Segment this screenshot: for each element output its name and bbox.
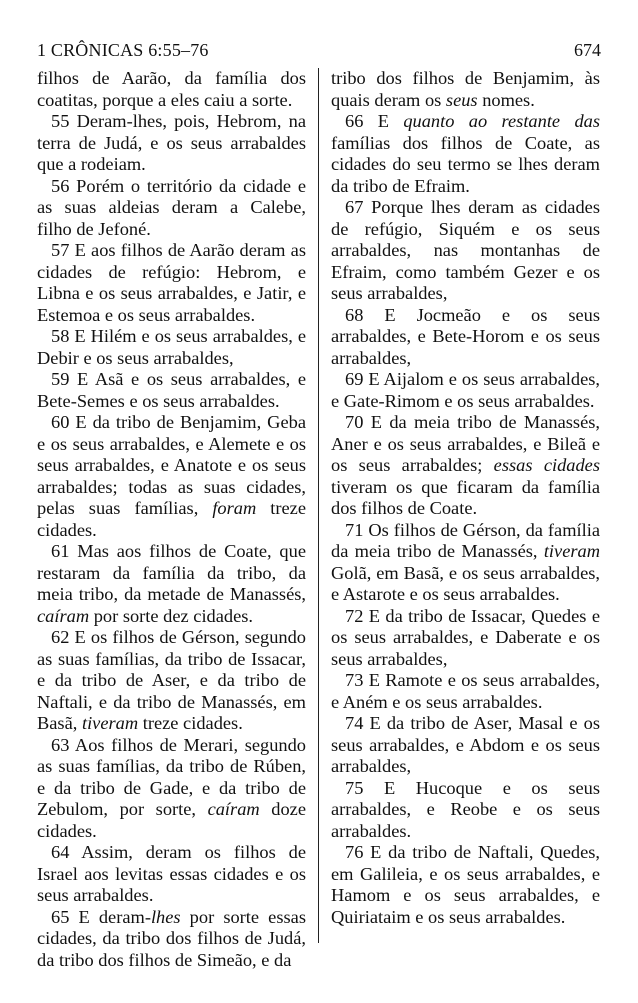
verse-text: 66 E [345,111,404,131]
verse-55 [37,111,306,176]
verse-text: 73 E Ramote e os seus arrabaldes, e Aném e os seus arrabaldes. [331,670,600,712]
verse-text: 72 E da tribo de Issacar, Quedes e os seus arrabaldes, e Daberate e os seus arrabaldes, [331,605,600,669]
verse-62 [37,627,306,735]
verse-text: 64 Assim, deram os filhos de Israel aos levitas essas cidades e os seus arrabaldes. [37,842,306,905]
verse-text: por sorte essas cidades, da tribo dos filhos de Judá, da tribo dos filhos de Simeão, e da [37,906,306,970]
verse-56 [37,176,306,241]
continued-paragraph [37,68,306,111]
italic-text: quanto ao restante das [403,111,600,131]
verse-text: treze cidades. [37,498,306,540]
verse-text: 69 E Aijalom e os seus arrabaldes, e Gate-Rimom e os seus arrabaldes. [331,369,600,411]
verse-64 [37,842,306,907]
verse-70 [331,412,600,520]
verse-text: filhos de Aarão, da família dos coatitas, porque a eles caiu a sorte. [37,68,306,110]
verse-text: 63 Aos filhos de Merari, segundo as suas famílias, da tribo de Rúben, e da tribo de Gade, e da tribo de Zebulom, por sorte, [37,734,306,819]
left-text-column [37,68,306,971]
chapter-range-title: 1 CRÔNICAS 6:55–76 [37,39,209,60]
verse-text: 65 E deram- [51,906,151,927]
verse-text: 57 E aos filhos de Aarão deram as cidades de refúgio: Hebrom, e Libna e os seus arrabaldes, e Jatir, e Estemoa e os seus arrabaldes. [37,240,306,325]
verse-61 [37,541,306,627]
verse-72 [331,606,600,671]
italic-text: tiveram [81,713,139,733]
verse-60 [37,412,306,541]
verse-text: 60 E da tribo de Benjamim, Geba e os seus arrabaldes, e Alemete e os seus arrabaldes, e Anatote e os seus arrabaldes; todas as suas cidades, pelas suas famílias, [37,412,306,518]
verse-text: 71 Os filhos de Gérson, da família da meia tribo de Manassés, [331,519,600,561]
verse-text: 58 E Hilém e os seus arrabaldes, e Debir e os seus arrabaldes, [37,326,306,368]
verse-text: doze cidades. [37,799,306,841]
verse-71 [331,520,600,606]
verse-text: 75 E Hucoque e os seus arrabaldes, e Reobe e os seus arrabaldes. [331,777,600,841]
verse-text: 61 Mas aos filhos de Coate, que restaram da família da tribo, da meia tribo, da metade de Manassés, [37,541,306,604]
italic-text: essas cidades [493,455,601,475]
italic-text: tiveram [543,541,600,561]
verse-text: treze cidades. [138,713,243,733]
verse-59 [37,369,306,412]
italic-text: lhes [150,906,181,927]
verse-text: 74 E da tribo de Aser, Masal e os seus arrabaldes, e Abdom e os seus arrabaldes, [331,713,600,776]
verse-text: famílias dos filhos de Coate, as cidades do seu termo se lhes deram da tribo de Efraim. [331,132,600,196]
verse-text: 67 Porque lhes deram as cidades de refúgio, Siquém e os seus arrabaldes, nas montanhas de Efraim, como também Gezer e os seus arrabaldes, [331,197,600,303]
verse-69 [331,369,600,412]
verse-73 [331,670,600,713]
italic-text: caíram [207,799,260,819]
verse-75 [331,778,600,843]
italic-text: foram [212,498,257,518]
verse-text: por sorte dez cidades. [89,605,254,626]
verse-text: nomes. [477,89,535,110]
verse-text: 56 Porém o território da cidade e as suas aldeias deram a Calebe, filho de Jefoné. [37,175,306,239]
italic-text: caíram [37,605,90,626]
verse-text: 68 E Jocmeão e os seus arrabaldes, e Bete-Horom e os seus arrabaldes, [331,304,600,368]
verse-text: tiveram os que ficaram da família dos filhos de Coate. [331,476,600,518]
right-text-column [331,68,600,928]
verse-text: 76 E da tribo de Naftali, Quedes, em Galileia, e os seus arrabaldes, e Hamom e os seus arrabaldes, e Quiriataim e os seus arrabaldes. [331,842,600,927]
verse-text: 55 Deram-lhes, pois, Hebrom, na terra de Judá, e os seus arrabaldes que a rodeiam. [37,111,306,174]
verse-text: 62 E os filhos de Gérson, segundo as suas famílias, da tribo de Issacar, e da tribo de Aser, e da tribo de Naftali, e da tribo de Manassés, em Basã, [37,627,306,733]
verse-63 [37,735,306,843]
column-divider [318,68,319,943]
page-number: 674 [574,39,601,60]
verse-text: 59 E Asã e os seus arrabaldes, e Bete-Semes e os seus arrabaldes. [37,369,306,411]
verse-57 [37,240,306,326]
verse-58 [37,326,306,369]
verse-65 [37,907,306,972]
verse-68 [331,305,600,370]
verse-text: Golã, em Basã, e os seus arrabaldes, e Astarote e os seus arrabaldes. [331,562,600,604]
running-header [37,37,601,63]
verse-text: tribo dos filhos de Benjamim, às quais deram os [331,68,600,110]
continued-paragraph [331,68,600,111]
verse-76 [331,842,600,928]
verse-74 [331,713,600,778]
verse-67 [331,197,600,305]
verse-66 [331,111,600,197]
verse-text: 70 E da meia tribo de Manassés, Aner e os seus arrabaldes, e Bileã e os seus arrabaldes; [331,412,600,475]
italic-text: seus [445,89,478,110]
